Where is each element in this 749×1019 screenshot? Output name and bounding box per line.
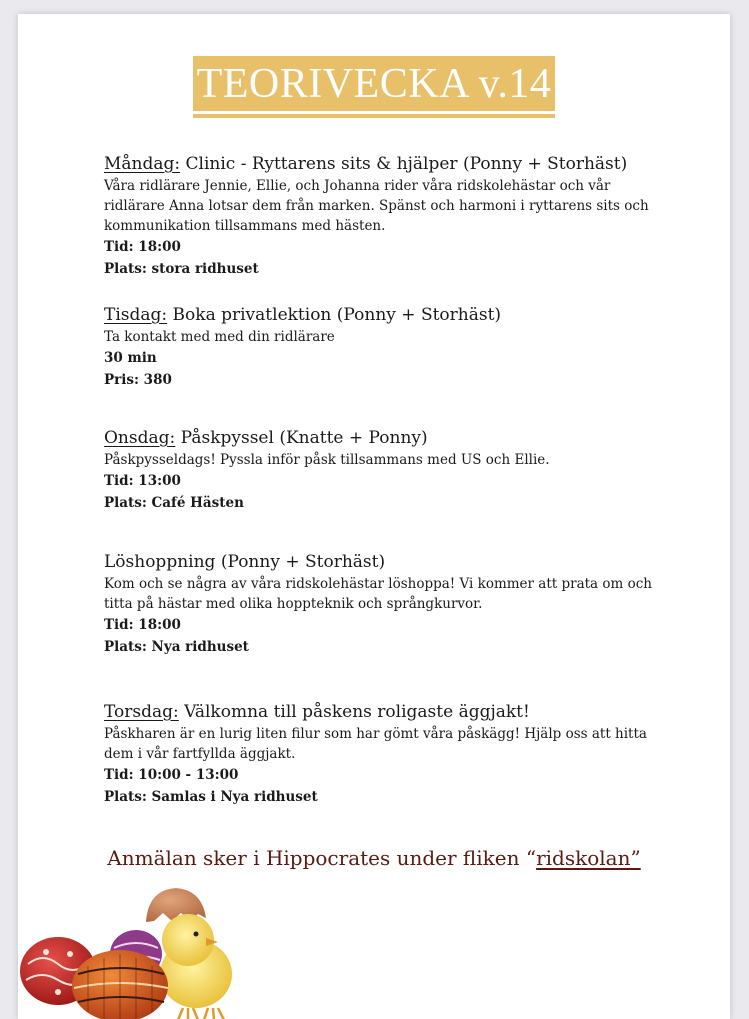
day-label: Tisdag: bbox=[104, 305, 168, 325]
section-description: Kom och se några av våra ridskolehästar löshoppa! Vi kommer att prata om och titta på hästar med olika hoppteknik och språngkurvor. bbox=[104, 576, 652, 612]
section-tuesday bbox=[104, 303, 664, 391]
document-page bbox=[18, 14, 730, 1019]
section-title: Påskpyssel (Knatte + Ponny) bbox=[175, 428, 428, 448]
section-time: Tid: 13:00 bbox=[104, 473, 181, 489]
signup-text: Anmälan sker i Hippocrates under fliken “ bbox=[107, 846, 537, 870]
section-description: Påskpysseldags! Pyssla inför påsk tillsammans med US och Ellie. bbox=[104, 452, 550, 468]
section-time: Tid: 18:00 bbox=[104, 239, 181, 255]
section-heading bbox=[104, 550, 664, 574]
section-title: Löshoppning (Ponny + Storhäst) bbox=[104, 552, 386, 572]
section-place: Plats: Nya ridhuset bbox=[104, 639, 249, 655]
title-wrap bbox=[18, 56, 730, 114]
section-time: Tid: 10:00 - 13:00 bbox=[104, 767, 239, 783]
section-time: Tid: 18:00 bbox=[104, 617, 181, 633]
signup-note bbox=[18, 846, 730, 870]
section-place: Plats: Café Hästen bbox=[104, 495, 244, 511]
section-title: Välkomna till påskens roligaste äggjakt! bbox=[178, 702, 530, 722]
page-title: TEORIVECKA v.14 bbox=[193, 56, 556, 114]
section-description: Våra ridlärare Jennie, Ellie, och Johanna rider våra ridskolehästar och vår ridlärare Anna lotsar dem från marken. Spänst och harmoni i ryttarens sits och kommunikation tillsammans med hästen. bbox=[104, 178, 649, 234]
section-heading bbox=[104, 152, 664, 176]
section-monday bbox=[104, 152, 664, 280]
section-price: Pris: 380 bbox=[104, 372, 172, 388]
orange-egg-icon bbox=[72, 950, 168, 1019]
section-wednesday bbox=[104, 426, 664, 514]
day-label: Onsdag: bbox=[104, 428, 176, 448]
easter-eggs-chick-illustration bbox=[18, 874, 288, 1019]
section-description: Påskharen är en lurig liten filur som har gömt våra påskägg! Hjälp oss att hitta dem i vår fartfyllda äggjakt. bbox=[104, 726, 647, 762]
section-thursday bbox=[104, 700, 664, 808]
section-duration: 30 min bbox=[104, 350, 157, 366]
chick-icon bbox=[160, 914, 232, 1019]
section-title: Clinic - Ryttarens sits & hjälper (Ponny + Storhäst) bbox=[180, 154, 628, 174]
ridskolan-link[interactable]: ridskolan” bbox=[536, 846, 641, 870]
section-place: Plats: Samlas i Nya ridhuset bbox=[104, 789, 318, 805]
section-description: Ta kontakt med med din ridlärare bbox=[104, 329, 335, 345]
day-label: Måndag: bbox=[104, 154, 181, 174]
day-label: Torsdag: bbox=[104, 702, 179, 722]
section-loshoppning bbox=[104, 550, 664, 658]
section-heading bbox=[104, 303, 664, 327]
section-heading bbox=[104, 426, 664, 450]
section-place: Plats: stora ridhuset bbox=[104, 261, 259, 277]
section-title: Boka privatlektion (Ponny + Storhäst) bbox=[167, 305, 502, 325]
section-heading bbox=[104, 700, 664, 724]
